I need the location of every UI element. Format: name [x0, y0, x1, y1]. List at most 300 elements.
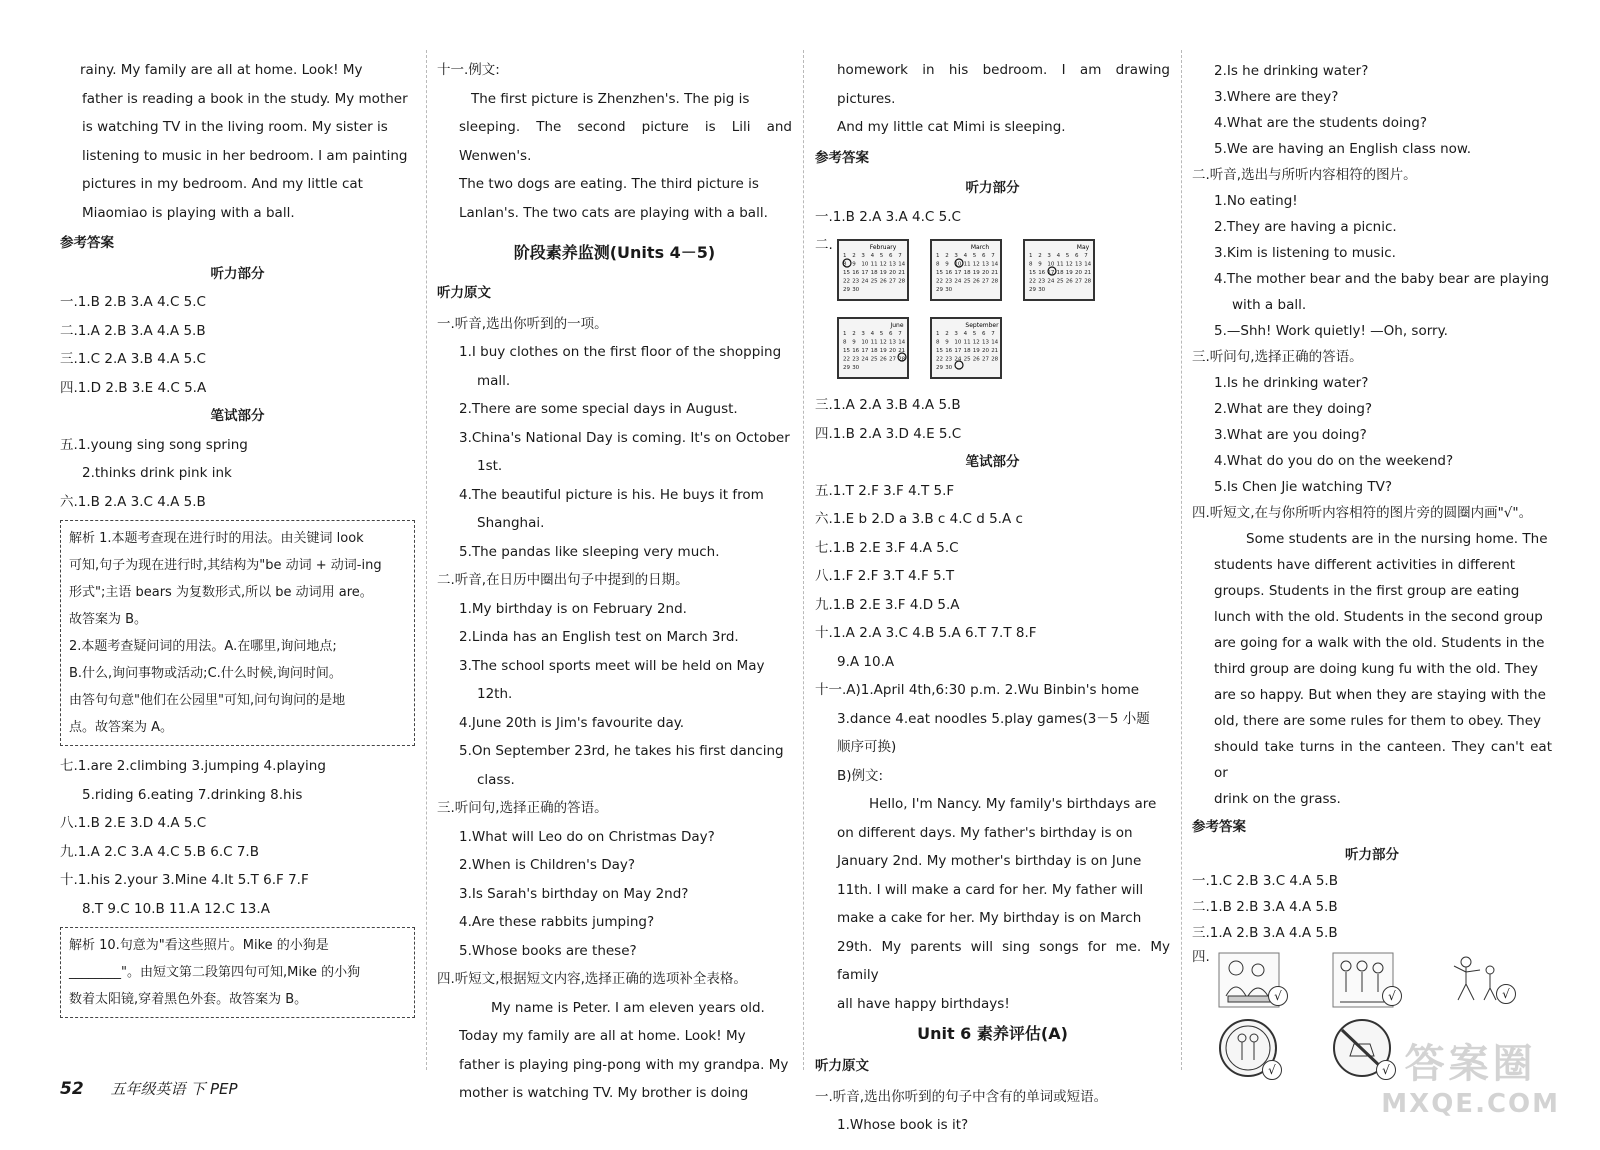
- explanation-line: 可知,句子为现在进行时,其结构为"be 动词 + 动词-ing: [69, 558, 382, 573]
- calendar-day: 21: [1084, 270, 1092, 276]
- calendar-day: 7: [898, 253, 902, 259]
- calendar-day: 22: [936, 278, 943, 285]
- section-title: 阶段素养监测(Units 4－5): [513, 243, 716, 262]
- answer-line: 十.1.his 2.your 3.Mine 4.It 5.T 6.F 7.F: [60, 872, 309, 888]
- calendar-day: 20: [1075, 270, 1082, 276]
- calendar-day: 23: [852, 356, 860, 363]
- question-heading: 三.听问句,选择正确的答语。: [1192, 349, 1363, 365]
- book-title: 五年级英语 下 PEP: [110, 1080, 238, 1098]
- calendar-day: 30: [945, 365, 953, 371]
- calendar-day: 21: [991, 270, 999, 276]
- paragraph-line: Today my family are all at home. Look! My: [459, 1028, 746, 1044]
- calendar-day: 21: [898, 270, 906, 276]
- answer-line: 3.dance 4.eat noodles 5.play games(3－5 小题: [837, 710, 1150, 727]
- calendar-answers: [815, 231, 1170, 391]
- calendar-september: [930, 317, 1002, 379]
- calendar-day: 3: [954, 253, 958, 259]
- explanation-line: 数着太阳镜,穿着黑色外套。故答案为 B。: [69, 992, 308, 1007]
- calendar-day: 7: [1084, 253, 1088, 259]
- column-4: [1192, 58, 1552, 1096]
- calendar-day: 3: [954, 331, 958, 337]
- answer-line: 顺序可换): [837, 739, 897, 755]
- calendar-day: 24: [954, 356, 962, 363]
- calendar-day: 15: [843, 348, 850, 354]
- calendar-day: 13: [889, 261, 896, 268]
- column-3: [815, 56, 1170, 1140]
- paragraph-line: make a cake for her. My birthday is on March: [837, 910, 1142, 926]
- paragraph-line: listening to music in her bedroom. I am painting: [82, 147, 408, 164]
- calendar-day: 28: [1084, 278, 1092, 285]
- writing-heading: 笔试部分: [965, 454, 1020, 470]
- calendar-day: 14: [1084, 261, 1092, 268]
- calendar-day: 14: [898, 339, 906, 346]
- calendar-day: 8: [1029, 261, 1033, 268]
- calendar-day: 15: [936, 348, 943, 354]
- paragraph-line: all have happy birthdays!: [837, 995, 1010, 1012]
- answer-line: 九.1.B 2.E 3.F 4.D 5.A: [815, 596, 960, 613]
- paragraph-line: groups. Students in the first group are eating: [1214, 583, 1520, 599]
- answer-line: 5.riding 6.eating 7.drinking 8.his: [82, 786, 303, 803]
- answer-line: 七.1.B 2.E 3.F 4.A 5.C: [815, 539, 959, 556]
- calendar-day: 15: [1029, 270, 1036, 276]
- calendar-day: 17: [861, 270, 869, 276]
- calendar-day: 13: [982, 261, 989, 268]
- calendar-day: 13: [1075, 261, 1082, 268]
- paragraph-line: father is playing ping-pong with my grandpa. My: [459, 1056, 789, 1073]
- question-heading: 四.听短文,在与你所听内容相符的图片旁的圆圈内画"√"。: [1192, 505, 1533, 521]
- calendar-day: 28: [991, 356, 999, 363]
- calendar-may: [1023, 239, 1095, 301]
- paragraph-line: And my little cat Mimi is sleeping.: [837, 119, 1066, 135]
- script-line: class.: [477, 771, 515, 788]
- calendar-day: 12: [1065, 261, 1073, 268]
- section-label: 十一.例文:: [437, 62, 500, 78]
- question-heading: 三.听问句,选择正确的答语。: [437, 800, 608, 816]
- calendar-day: 30: [1038, 287, 1046, 293]
- calendar-day: 12: [879, 261, 887, 268]
- script-line: 4.What are the students doing?: [1214, 115, 1428, 131]
- calendar-day: 5: [972, 331, 977, 337]
- answer-line: 2.thinks drink pink ink: [82, 465, 232, 481]
- paragraph-line: should take turns in the canteen. They can't eat or: [1214, 739, 1552, 781]
- question-heading: 四.听短文,根据短文内容,选择正确的选项补全表格。: [437, 971, 747, 987]
- script-line: 3.Is Sarah's birthday on May 2nd?: [459, 885, 689, 902]
- calendar-day: 8: [843, 261, 847, 268]
- answer-line: 一.1.C 2.B 3.C 4.A 5.B: [1192, 873, 1338, 889]
- answer-line: 二.1.A 2.B 3.A 4.A 5.B: [60, 322, 206, 339]
- calendar-day: 30: [852, 365, 860, 371]
- calendar-day: 9: [945, 339, 949, 346]
- calendar-day: 26: [972, 278, 980, 285]
- answer-line: 四.1.B 2.A 3.D 4.E 5.C: [815, 425, 962, 442]
- calendar-day: 26: [1065, 278, 1073, 285]
- script-line: 1.Whose book is it?: [837, 1117, 969, 1133]
- watermark: [1381, 1032, 1560, 1119]
- paragraph-line: pictures in my bedroom. And my little cat: [82, 176, 363, 192]
- calendar-june: [837, 317, 909, 379]
- question-heading: 二.听音,在日历中圈出句子中提到的日期。: [437, 572, 689, 588]
- answer-line: 三.1.A 2.B 3.A 4.A 5.B: [1192, 925, 1338, 941]
- calendar-february: [837, 239, 909, 301]
- paragraph-line: lunch with the old. Students in the second group: [1214, 609, 1543, 625]
- script-line: 5.The pandas like sleeping very much.: [459, 543, 720, 560]
- paragraph-line: homework in his bedroom. I am drawing pictures.: [837, 62, 1170, 107]
- script-line: 1.Is he drinking water?: [1214, 375, 1369, 391]
- script-line: 2.What are they doing?: [1214, 401, 1373, 417]
- calendar-day: 18: [870, 270, 878, 276]
- script-line: 5.Is Chen Jie watching TV?: [1214, 479, 1393, 495]
- calendar-day: 6: [889, 331, 893, 337]
- answer-heading: 参考答案: [1192, 819, 1246, 835]
- script-line: 2.When is Children's Day?: [459, 857, 636, 873]
- calendar-day: 30: [945, 287, 953, 293]
- script-line: 4.The beautiful picture is his. He buys it from: [459, 486, 764, 503]
- script-line: 1st.: [477, 458, 503, 474]
- explanation-line: 形式";主语 bears 为复数形式,所以 be 动词用 are。: [69, 585, 373, 600]
- calendar-day: 6: [1075, 253, 1079, 259]
- calendar-day: 23: [852, 278, 860, 285]
- calendar-day: 28: [898, 356, 906, 363]
- calendar-day: 21: [991, 348, 999, 354]
- answer-line: 四.1.D 2.B 3.E 4.C 5.A: [60, 379, 207, 396]
- calendar-day: 29: [936, 287, 943, 293]
- watermark-logo: 答案圈: [1404, 1041, 1537, 1087]
- calendar-day: 18: [1056, 270, 1064, 276]
- calendar-day: 11: [1056, 261, 1064, 268]
- calendar-day: 7: [991, 331, 995, 337]
- calendar-day: 3: [1047, 253, 1051, 259]
- calendar-day: 22: [843, 356, 850, 363]
- calendar-day: 30: [852, 287, 860, 293]
- calendar-day: 17: [954, 270, 962, 276]
- calendar-day: 16: [945, 270, 953, 276]
- calendar-day: 11: [870, 339, 878, 346]
- column-1: [60, 56, 415, 1024]
- calendar-day: 5: [879, 331, 884, 337]
- calendar-day: 2: [852, 331, 856, 337]
- calendar-day: 22: [843, 278, 850, 285]
- question-heading: 一.听音,选出你听到的句子中含有的单词或短语。: [815, 1088, 1108, 1105]
- calendar-day: 27: [1075, 278, 1082, 285]
- calendar-day: 28: [898, 278, 906, 285]
- calendar-day: 16: [852, 270, 860, 276]
- check-mark: √: [1382, 986, 1402, 1006]
- calendar-day: 3: [861, 331, 865, 337]
- calendar-day: 29: [1029, 287, 1036, 293]
- answer-label: 四.: [1192, 949, 1210, 965]
- answer-line: 七.1.are 2.climbing 3.jumping 4.playing: [60, 758, 326, 774]
- calendar-day: 5: [972, 253, 977, 259]
- writing-heading: 笔试部分: [210, 408, 265, 424]
- calendar-day: 24: [861, 356, 869, 363]
- calendar-day: 15: [936, 270, 943, 276]
- paragraph-line: old, there are some rules for them to obey. They: [1214, 713, 1541, 729]
- calendar-day: 5: [1065, 253, 1070, 259]
- paragraph-line: father is reading a book in the study. My mother: [82, 90, 408, 107]
- answer-line: 六.1.B 2.A 3.C 4.A 5.B: [60, 493, 206, 510]
- calendar-day: 1: [936, 331, 940, 337]
- calendar-day: 16: [945, 348, 953, 354]
- calendar-day: 22: [1029, 278, 1036, 285]
- listening-script-heading: 听力原文: [437, 285, 491, 301]
- watermark-url: MXQE.COM: [1381, 1089, 1560, 1119]
- check-mark: √: [1376, 1060, 1396, 1080]
- check-mark: √: [1496, 984, 1516, 1004]
- page-number: 52: [60, 1079, 84, 1099]
- calendar-day: 10: [954, 261, 962, 268]
- answer-line: 八.1.F 2.F 3.T 4.F 5.T: [815, 568, 955, 584]
- script-line: 3.Where are they?: [1214, 89, 1339, 105]
- script-line: 4.What do you do on the weekend?: [1214, 453, 1454, 469]
- paragraph-line: Some students are in the nursing home. The: [1246, 531, 1548, 547]
- calendar-day: 22: [936, 356, 943, 363]
- calendar-month-label: February: [869, 244, 897, 251]
- script-line: 5.We are having an English class now.: [1214, 141, 1472, 157]
- explanation-line: B.什么,询问事物或活动;C.什么时候,询问时间。: [69, 666, 342, 681]
- script-line: with a ball.: [1232, 297, 1307, 313]
- calendar-day: 19: [879, 348, 887, 354]
- calendar-day: 13: [982, 339, 989, 346]
- script-line: 3.Kim is listening to music.: [1214, 245, 1396, 261]
- calendar-day: 13: [889, 339, 896, 346]
- calendar-day: 23: [1038, 278, 1046, 285]
- script-line: 3.What are you doing?: [1214, 427, 1367, 443]
- calendar-day: 20: [889, 270, 896, 276]
- calendar-day: 7: [991, 253, 995, 259]
- script-line: 1.No eating!: [1214, 193, 1298, 209]
- calendar-day: 1: [936, 253, 940, 259]
- calendar-day: 1: [843, 253, 847, 259]
- calendar-march: [930, 239, 1002, 301]
- answer-heading: 参考答案: [815, 149, 869, 166]
- calendar-day: 20: [982, 270, 989, 276]
- calendar-day: 20: [982, 348, 989, 354]
- calendar-day: 29: [936, 365, 943, 371]
- calendar-day: 4: [870, 253, 875, 259]
- calendar-month-label: September: [965, 322, 999, 329]
- answer-line: 十.1.A 2.A 3.C 4.B 5.A 6.T 7.T 8.F: [815, 625, 1037, 641]
- paragraph-line: 29th. My parents will sing songs for me. My family: [837, 938, 1170, 983]
- section-title: Unit 6 素养评估(A): [917, 1024, 1068, 1043]
- paragraph-line: The two dogs are eating. The third picture is: [459, 176, 759, 192]
- answer-line: 五.1.T 2.F 3.F 4.T 5.F: [815, 482, 955, 499]
- calendar-day: 12: [972, 339, 980, 346]
- calendar-day: 18: [963, 348, 971, 354]
- script-line: 1.I buy clothes on the first floor of the shopping: [459, 344, 782, 360]
- calendar-day: 19: [972, 348, 980, 354]
- calendar-day: 1: [1029, 253, 1033, 259]
- paragraph-line: sleeping. The second picture is Lili and Wenwen's.: [459, 119, 792, 164]
- answer-line: 九.1.A 2.C 3.A 4.C 5.B 6.C 7.B: [60, 843, 259, 860]
- calendar-day: 2: [1038, 253, 1042, 259]
- script-line: 4.Are these rabbits jumping?: [459, 914, 655, 930]
- check-mark: √: [1268, 986, 1288, 1006]
- answer-line: B)例文:: [837, 767, 884, 784]
- calendar-day: 14: [991, 339, 999, 346]
- calendar-day: 27: [889, 356, 896, 363]
- script-line: 2.Is he drinking water?: [1214, 63, 1369, 79]
- calendar-day: 27: [982, 278, 989, 285]
- calendar-day: 25: [963, 278, 971, 285]
- script-line: 2.They are having a picnic.: [1214, 219, 1397, 235]
- calendar-day: 29: [843, 365, 850, 371]
- calendar-day: 9: [852, 339, 856, 346]
- calendar-day: 12: [972, 261, 980, 268]
- script-line: mall.: [477, 372, 511, 389]
- calendar-day: 14: [898, 261, 906, 268]
- answer-line: 一.1.B 2.A 3.A 4.C 5.C: [815, 208, 961, 225]
- calendar-day: 10: [861, 261, 869, 268]
- calendar-day: 25: [1056, 278, 1064, 285]
- calendar-day: 29: [843, 287, 850, 293]
- calendar-month-label: May: [1076, 244, 1090, 251]
- calendar-day: 4: [1056, 253, 1061, 259]
- script-line: 4.June 20th is Jim's favourite day.: [459, 714, 685, 731]
- answer-line: 六.1.E b 2.D a 3.B c 4.C d 5.A c: [815, 511, 1023, 527]
- explanation-line: 点。故答案为 A。: [69, 720, 174, 735]
- calendar-day: 4: [963, 253, 968, 259]
- listening-heading: 听力部分: [965, 180, 1020, 196]
- answer-line: 8.T 9.C 10.B 11.A 12.C 13.A: [82, 900, 270, 917]
- script-line: 12th.: [477, 686, 513, 702]
- calendar-day: 11: [870, 261, 878, 268]
- answer-line: 十一.A)1.April 4th,6:30 p.m. 2.Wu Binbin's home: [815, 682, 1140, 698]
- paragraph-line: third group are doing kung fu with the old. They: [1214, 661, 1539, 677]
- answer-line: 三.1.C 2.A 3.B 4.A 5.C: [60, 351, 206, 367]
- paragraph-line: mother is watching TV. My brother is doing: [459, 1085, 749, 1101]
- calendar-day: 7: [898, 331, 902, 337]
- paragraph-line: is watching TV in the living room. My sister is: [82, 119, 388, 135]
- calendar-day: 10: [861, 339, 869, 346]
- calendar-day: 2: [852, 253, 856, 259]
- calendar-day: 16: [1038, 270, 1046, 276]
- script-line: 3.China's National Day is coming. It's on October: [459, 429, 790, 446]
- column-divider: [1181, 50, 1182, 1070]
- explanation-box: [60, 927, 415, 1018]
- calendar-day: 6: [889, 253, 893, 259]
- picture-kung-fu: [1446, 950, 1508, 1015]
- paragraph-line: students have different activities in different: [1214, 557, 1516, 573]
- calendar-day: 26: [879, 356, 887, 363]
- answer-line: 三.1.A 2.A 3.B 4.A 5.B: [815, 397, 961, 413]
- calendar-day: 12: [879, 339, 887, 346]
- answer-line: 五.1.young sing song spring: [60, 436, 248, 453]
- calendar-month-label: March: [970, 244, 990, 251]
- paragraph-line: The first picture is Zhenzhen's. The pig is: [471, 90, 750, 107]
- calendar-day: 10: [954, 339, 962, 346]
- column-2: [437, 56, 792, 1108]
- script-line: 5.Whose books are these?: [459, 942, 637, 959]
- calendar-day: 18: [870, 348, 878, 354]
- calendar-day: 9: [852, 261, 856, 268]
- calendar-day: 28: [991, 278, 999, 285]
- paragraph-line: 11th. I will make a card for her. My father will: [837, 881, 1144, 898]
- paragraph-line: January 2nd. My mother's birthday is on June: [837, 853, 1142, 869]
- calendar-day: 19: [879, 270, 887, 276]
- calendar-day: 25: [870, 278, 878, 285]
- calendar-day: 1: [843, 331, 847, 337]
- calendar-day: 27: [982, 356, 989, 363]
- answer-label: 二.: [815, 237, 833, 253]
- calendar-day: 8: [936, 339, 940, 346]
- check-mark: √: [1262, 1060, 1282, 1080]
- calendar-day: 19: [972, 270, 980, 276]
- answer-line: 一.1.B 2.B 3.A 4.C 5.C: [60, 294, 206, 310]
- calendar-day: 2: [945, 331, 949, 337]
- answer-line: 八.1.B 2.E 3.D 4.A 5.C: [60, 815, 207, 831]
- calendar-day: 26: [879, 278, 887, 285]
- paragraph-line: drink on the grass.: [1214, 791, 1341, 807]
- paragraph-line: Miaomiao is playing with a ball.: [82, 204, 295, 221]
- script-line: 1.What will Leo do on Christmas Day?: [459, 828, 715, 845]
- explanation-line: ________"。由短文第二段第四句可知,Mike 的小狗: [69, 965, 361, 980]
- calendar-day: 24: [954, 278, 962, 285]
- calendar-day: 18: [963, 270, 971, 276]
- calendar-day: 17: [1047, 270, 1055, 276]
- picture-eating-lunch: [1218, 952, 1280, 1017]
- explanation-line: 解析 10.句意为"看这些照片。Mike 的小狗是: [69, 938, 329, 953]
- script-line: 2.There are some special days in August.: [459, 401, 738, 417]
- calendar-day: 15: [843, 270, 850, 276]
- calendar-day: 23: [945, 278, 953, 285]
- calendar-day: 24: [861, 278, 869, 285]
- calendar-day: 4: [870, 331, 875, 337]
- script-line: 5.On September 23rd, he takes his first dancing: [459, 743, 784, 759]
- column-divider: [803, 50, 804, 1070]
- calendar-day: 3: [861, 253, 865, 259]
- paragraph-line: are so happy. But when they are staying with the: [1214, 687, 1546, 703]
- paragraph-line: rainy. My family are all at home. Look! My: [80, 62, 363, 78]
- answer-heading: 参考答案: [60, 235, 114, 251]
- script-line: 5.—Shh! Work quietly! —Oh, sorry.: [1214, 323, 1448, 339]
- calendar-day: 24: [1047, 278, 1055, 285]
- listening-heading: 听力部分: [1345, 847, 1399, 863]
- script-line: 2.Linda has an English test on March 3rd.: [459, 629, 739, 645]
- calendar-day: 11: [963, 339, 971, 346]
- explanation-line: 故答案为 B。: [69, 612, 148, 627]
- calendar-day: 11: [963, 261, 971, 268]
- explanation-line: 由答句句意"他们在公园里"可知,问句询问的是地: [69, 693, 346, 708]
- paragraph-line: on different days. My father's birthday is on: [837, 824, 1133, 841]
- calendar-day: 25: [870, 356, 878, 363]
- answer-line: 二.1.B 2.B 3.A 4.A 5.B: [1192, 899, 1338, 915]
- calendar-day: 27: [889, 278, 896, 285]
- question-heading: 一.听音,选出你听到的一项。: [437, 315, 608, 332]
- paragraph-line: Lanlan's. The two cats are playing with a ball.: [459, 204, 768, 221]
- script-line: Shanghai.: [477, 515, 545, 531]
- question-heading: 二.听音,选出与所听内容相符的图片。: [1192, 167, 1417, 183]
- column-divider: [426, 50, 427, 1070]
- calendar-day: 25: [963, 356, 971, 363]
- calendar-day: 23: [945, 356, 953, 363]
- calendar-day: 19: [1065, 270, 1073, 276]
- calendar-day: 4: [963, 331, 968, 337]
- calendar-day: 8: [936, 261, 940, 268]
- calendar-day: 2: [945, 253, 949, 259]
- paragraph-line: Hello, I'm Nancy. My family's birthdays are: [869, 796, 1157, 812]
- explanation-box: [60, 520, 415, 746]
- explanation-line: 解析 1.本题考查现在进行时的用法。由关键词 look: [69, 531, 364, 546]
- explanation-line: 2.本题考查疑问词的用法。A.在哪里,询问地点;: [69, 639, 337, 654]
- script-line: 3.The school sports meet will be held on May: [459, 657, 765, 674]
- calendar-day: 17: [954, 348, 962, 354]
- calendar-day: 17: [861, 348, 869, 354]
- calendar-month-label: June: [890, 322, 904, 329]
- calendar-day: 16: [852, 348, 860, 354]
- calendar-day: 26: [972, 356, 980, 363]
- listening-script-heading: 听力原文: [815, 1058, 869, 1074]
- calendar-day: 6: [982, 331, 986, 337]
